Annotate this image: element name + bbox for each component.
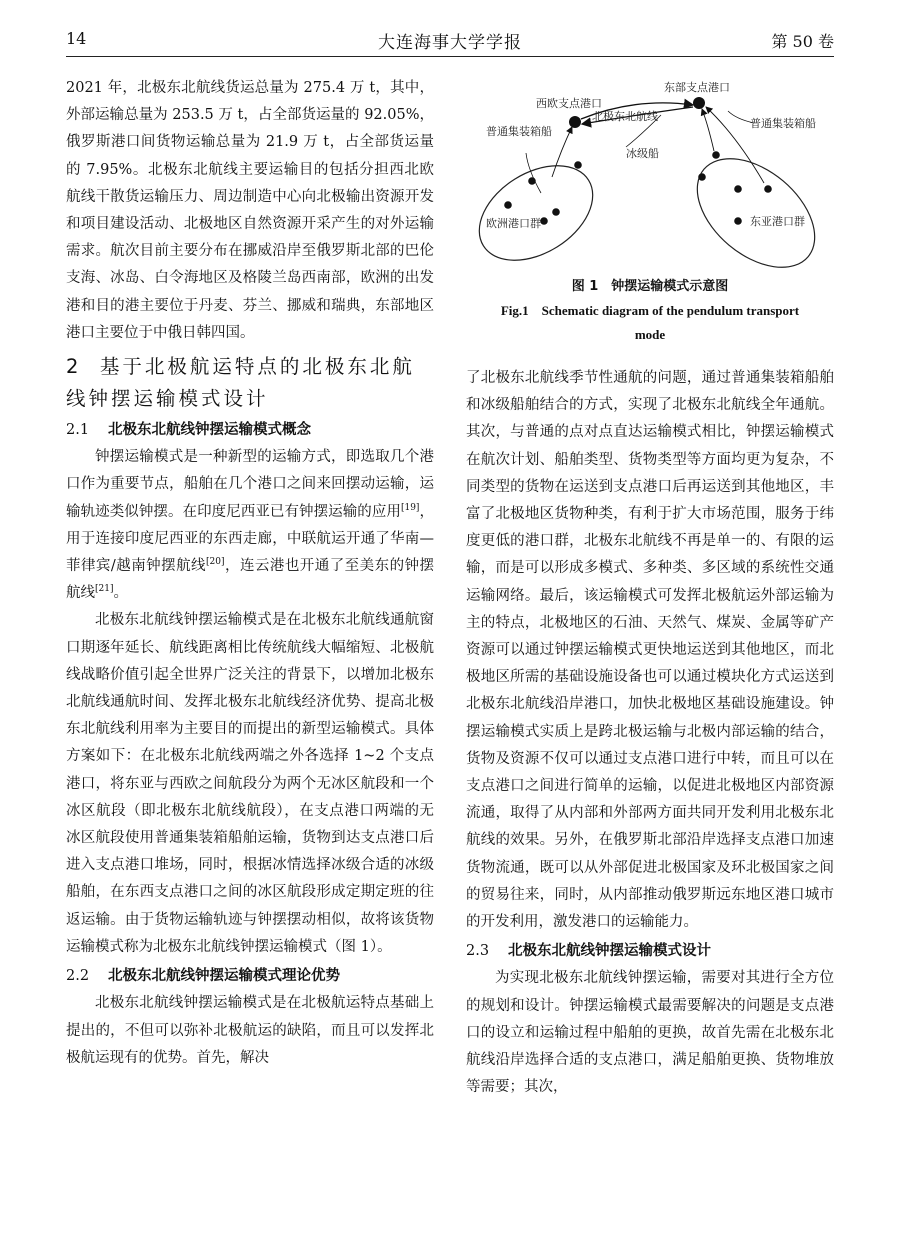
label-route: 北极东北航线 (592, 110, 658, 123)
label-icebreaker: 冰级船 (626, 147, 659, 160)
feeder-arrow-left (552, 127, 572, 177)
paragraph-freight-stats: 2021 年，北极东北航线货运总量为 275.4 万 t，其中，外部运输总量为 253.5 万 t，占全部货运量的 92.05%，俄罗斯港口间货物运输总量为 21.9 万 t，占全部货运量的 7.95%。北极东北航线主要运输目的包括分担西北欧航线干散货运输压力、周边制造中心向北极输出资源开发和项目建设活动、北极地区自然资源开采产生的对外运输需求。航次目前主要分布在挪威沿岸至俄罗斯北部的巴伦支海、冰岛、白令海地区及格陵兰岛西南部，欧洲的出发港和目的港主要位于丹麦、芬兰、挪威和瑞典，东部地区港口主要位于中俄日韩四国。 (66, 80, 434, 341)
port-dot (504, 201, 512, 209)
port-dot (734, 185, 742, 193)
section-2-1-title: 北极东北航线钟摆运输模式概念 (108, 422, 311, 439)
europe-port-cluster (466, 146, 610, 275)
section-2-3-title: 北极东北航线钟摆运输模式设计 (508, 943, 711, 960)
page-header (66, 26, 834, 57)
container-ship-pointer-left (526, 153, 541, 193)
paragraph-advantages-cont: 了北极东北航线季节性通航的问题，通过普通集装箱船舶和冰级船舶结合的方式，实现了北极东北航线全年通航。其次，与普通的点对点直达运输模式相比，钟摆运输模式在航次计划、船舶类型、货物类型等方面均更为复杂，不同类型的货物在运送到支点港口后再运送到其他地区，丰富了北极地区货物种类，有利于扩大市场范围，服务于纬度更低的港口群，北极东北航线不再是单一的、有限的运输，而是可以形成多模式、多种类、多区域的系统性交通运输网络。最后，该运输模式可发挥北极航运外部运输为主的特点，北极地区的石油、天然气、煤炭、金属等矿产资源可以通过钟摆运输模式更快地运送到其他地区，而北极地区所需的基础设施设备也可以通过模块化方式运送到北极东北航线沿岸港口，加快北极地区基础设施建设。钟摆运输模式实质上是跨北极运输与北极内部运输的结合，货物及资源不仅可以通过支点港口进行中转，而且可以在支点港口之间进行简单的运输，以促进北极地区内部资源流通，取得了从内部和外部两方面共同开发利用北极东北航线的效果。另外，在俄罗斯北部沿岸选择支点港口加速货物流通，既可以从外部促进北极国家及环北极国家之间的贸易往来，同时，从内部推动俄罗斯远东地区港口城市的开发利用，激发港口的运输能力。 (466, 370, 834, 931)
citation-21[interactable]: [21] (95, 584, 114, 595)
port-dot (540, 217, 548, 225)
paragraph-scheme: 北极东北航线钟摆运输模式是在北极东北航线通航窗口期逐年延长、航线距离相比传统航线大幅缩短、北极航线战略价值引起全世界广泛关注的背景下，以增加北极东北航线通航时间、发挥北极东北航线经济优势、提高北极东北航线利用率为主要目的而提出的新型运输模式。具体方案如下：在北极东北航线两端之外各选择 1~2 个支点港口，将东亚与西欧之间航段分为两个无冰区航段和一个冰区航段（即北极东北航线航段），在支点港口两端的无冰区航段使用普通集装箱船舶运输，货物到达支点港口后进入支点港口堆场，同时，根据冰情选择冰级合适的冰级船舶，在东西支点港口之间的冰区航段形成定期定班的往返运输。由于货物运输轨迹与钟摆摆动相似，故将该货物运输模式称为北极东北航线钟摆运输模式（图 1）。 (66, 612, 434, 955)
label-europe-ports: 欧洲港口群 (486, 217, 541, 230)
label-container-ship-right: 普通集装箱船 (750, 117, 816, 130)
right-column (466, 75, 834, 1101)
section-2-1-heading (66, 417, 434, 444)
citation-20[interactable]: [20] (206, 557, 225, 568)
paragraph-advantages: 北极东北航线钟摆运输模式是在北极航运特点基础上提出的，不但可以弥补北极航运的缺陷，而且可以发挥北极航运现有的优势。首先，解决 (66, 995, 434, 1066)
citation-19[interactable]: [19] (400, 502, 420, 513)
section-2-1-number: 2.1 (66, 422, 90, 439)
text-concept-b: ，用于连接印度尼西亚的东西走廊，中联航运开通了华南—菲律宾/越南钟摆航线 (66, 503, 435, 575)
label-west-hub: 西欧支点港口 (536, 97, 602, 110)
port-dot (734, 217, 742, 225)
paragraph-concept (66, 444, 434, 607)
port-dot (698, 173, 706, 181)
section-2-2-heading (66, 963, 434, 990)
label-container-ship-left: 普通集装箱船 (486, 125, 552, 138)
port-dot (712, 151, 720, 159)
figure-caption-cn: 图 1 钟摆运输模式示意图 (571, 279, 729, 294)
paragraph-design: 为实现北极东北航线钟摆运输，需要对其进行全方位的规划和设计。钟摆运输模式最需要解决的问题是支点港口的设立和运输过程中船舶的更换，故首先需在北极东北航线沿岸选择合适的支点港口，满足船舶更换、货物堆放等需要；其次， (466, 970, 834, 1096)
east-hub-port-dot (693, 97, 705, 109)
port-dot (764, 185, 772, 193)
label-east-asia-ports: 东亚港口群 (750, 215, 805, 228)
pendulum-diagram (466, 75, 834, 275)
text-concept-a: 钟摆运输模式是一种新型的运输方式，即选取几个港口作为重要节点，船舶在几个港口之间来回摆动运输，运输轨迹类似钟摆。在印度尼西亚已有钟摆运输的应用 (66, 449, 434, 520)
left-column (66, 75, 434, 1072)
label-east-hub: 东部支点港口 (664, 81, 730, 94)
figure-1 (466, 75, 834, 365)
feeder-arrow-right-a (702, 109, 714, 151)
text-concept-d: 。 (113, 585, 128, 602)
port-dot (552, 208, 560, 216)
section-2-number: 2 (66, 355, 82, 379)
east-asia-port-cluster (677, 137, 834, 275)
text-concept-c: ，连云港也开通了至美东的钟摆航线 (66, 558, 435, 602)
west-hub-port-dot (569, 116, 581, 128)
section-2-3-heading (466, 938, 834, 965)
section-2-2-title: 北极东北航线钟摆运输模式理论优势 (108, 968, 340, 985)
port-dot (574, 161, 582, 169)
section-2-title: 基于北极航运特点的北极东北航线钟摆运输模式设计 (66, 355, 415, 411)
section-2-3-number: 2.3 (466, 943, 490, 960)
page-number: 14 (66, 29, 87, 48)
figure-caption-en: Fig.1 Schematic diagram of the pendulum transport mode (500, 303, 800, 342)
journal-title: 大连海事大学学报 (378, 33, 522, 53)
section-2-2-number: 2.2 (66, 968, 90, 985)
section-2-heading (66, 351, 434, 415)
volume-label: 第 50 卷 (771, 32, 834, 51)
